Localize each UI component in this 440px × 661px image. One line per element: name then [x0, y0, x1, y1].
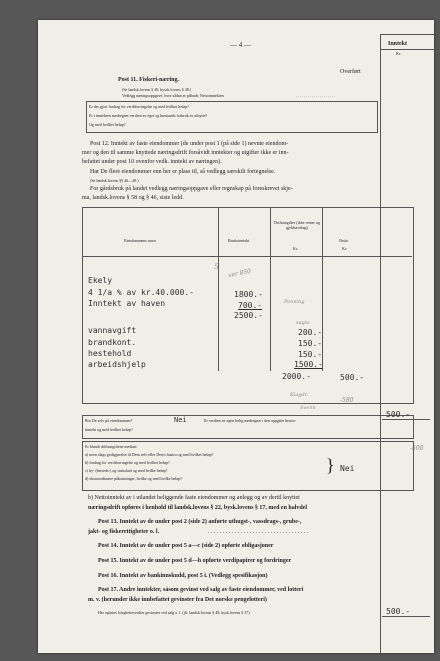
property-name-row: brandkont. [88, 338, 137, 347]
property-name-row: Ekely [88, 276, 113, 285]
post12-ref: (Se landsk.lovens §§ 46—48.) [90, 178, 139, 183]
post12-line3: befattet under post 10 ovenfor vedk. inntekt av næringen). [82, 159, 222, 165]
own-use-question-2b: inntekt og med hvilket beløp? [85, 427, 133, 432]
expense-value: 200.- [298, 328, 323, 337]
expense-value: 1500.- [294, 360, 323, 369]
property-name-row: arbeidshjelp [88, 360, 146, 369]
post11-q3: Og med hvilket beløp? [89, 122, 126, 127]
post11-ref: (Se landsk.lovens § 49, byssk.lovens § 48.) [122, 87, 192, 92]
pencil-annotation: Klagdr. [290, 392, 309, 398]
table-col-expenses [270, 207, 271, 371]
table-col-net [322, 207, 323, 371]
post12-line2: mer og den til samme knyttede næringsdrift forsåvidt inntekter og utgifter ikke er inn- [82, 150, 289, 156]
expense-value: 150.- [298, 350, 323, 359]
post11-q1: Er der gjort fradrag for verdiforringelse og med hvilket beløp? [89, 104, 189, 109]
deductions-brace: } [326, 455, 335, 475]
gross-value: 1800.- [234, 290, 263, 299]
post15: Post 15. Inntekt av de under post 5 d—h opførte verdipapirer og fordringer [98, 558, 292, 564]
pencil-annotation: ver 850 [227, 267, 252, 280]
table-col-gross [218, 207, 219, 371]
header-expenses: Driftsutgifter (ikke renter og gjeldsavdrag) [274, 220, 320, 230]
deductions-intro: Er blandt driftsutgiftene medtatt: [85, 444, 138, 449]
deduction-d: d) ekstraordinære påkostninger, hvilke og med hvilke beløp? [85, 476, 183, 481]
carried-over-label: Overført [340, 69, 361, 75]
header-gross: Bruttoinntekt [228, 238, 250, 243]
column-unit: Kr. [396, 51, 401, 56]
expense-total: 2000.- [282, 372, 311, 381]
column-top-rule [380, 34, 434, 35]
post12-line6: For gårdsbruk på landet vedlegg næringsoppgave eller regnskap på foreskrevet skje- [90, 186, 293, 192]
property-name-row: Inntekt av haven [88, 299, 166, 308]
post12-line4: Har De flere eiendommer enn her er plass til, så vedlegg særskilt fortegnelse. [90, 169, 276, 175]
property-name-row: vannavgift [88, 326, 137, 335]
header-expenses-unit: Kr. [293, 246, 298, 251]
note-b-line2: næringsdrift opføres i henhold til landsk.lovens § 22, bysk.lovens § 17, med en halvdel [88, 505, 308, 511]
gross-value: 700.- [238, 301, 263, 310]
pencil-annotation: 5 [214, 263, 219, 271]
column-title: Inntekt [388, 41, 408, 47]
header-net-unit: Kr. [342, 246, 347, 251]
note-b-line1: b) Nettoinntekt av i utlandet beliggende faste eiendommer og anlegg og av dertil knyttet [88, 495, 300, 501]
post11-dots: . . . . . . . . . . . . . . . . . . . . [296, 93, 335, 98]
post11-q2: Er i inntekten medregnet verdien av eget og husstands forbruk av utbytte? [89, 113, 208, 118]
post13-line2: jakt- og fiskerettigheter o. l. [88, 529, 160, 535]
net-value: 500.- [340, 373, 365, 382]
post14: Post 14. Inntekt av de under post 5 a—c (side 2) opførte obligasjoner [98, 543, 274, 549]
final-total-rule [382, 616, 430, 617]
post11-attach: Vedlegg næringsoppgave, hvor sådan er påbudt; Nettoinntekten [122, 93, 224, 98]
gross-value: 2500.- [234, 311, 263, 320]
page-number: — 4 — [230, 41, 251, 49]
own-use-question-2a: Er verdien av egen bolig medregnet i den oppgitte brutto- [204, 418, 297, 423]
post13-dots: . . . . . . . . . . . . . . . . . . . . . . . . . . . . . . . . . . [208, 529, 309, 535]
deduction-b: b) fradrag for verdiforringelse og med hvilket beløp? [85, 460, 170, 465]
form-page [38, 20, 434, 653]
header-net: Netto [339, 238, 348, 243]
own-use-answer: Nei [174, 416, 187, 424]
post13-line1: Post 13. Inntekt av de under post 2 (side 2) anførte uthugst-, vassdrags-, grube-, [98, 519, 302, 525]
final-total: 500.- [386, 607, 411, 616]
post12-line7: ma, landsk.lovens § 58 og § 46, siste ledd. [82, 195, 184, 201]
post16: Post 16. Inntekt av bankinnskudd, post 5 i. (Vedlegg spesifikasjon) [98, 573, 268, 579]
header-name: Eiendommens navn [124, 238, 156, 243]
post11-title: Post 11. Fiskeri-næring. [118, 77, 179, 83]
pencil-annotation: -580 [340, 397, 354, 404]
post12-total-rule [382, 419, 430, 420]
deduction-a: a) noen slags godtgjørelse til Dem selv eller Deres hustru og med hvilket beløp? [85, 452, 214, 457]
post17-line1: Post 17. Andre inntekter, såsom gevinst ved salg av faste eiendommer, ved lotteri [98, 587, 304, 593]
pencil-annotation: -500 [410, 445, 424, 452]
post12-total: 500.- [386, 410, 411, 419]
own-use-question: Bor De selv på eiendommen? [85, 418, 133, 423]
table-header-rule [82, 256, 412, 257]
pencil-annotation: Svenn [300, 405, 316, 411]
post17-line2: m. v. (herunder ikke innbefattet gevinster fra Det norske pengelotteri) [88, 597, 267, 603]
property-name-row: 4 1/a % av kr.40.000.- [88, 288, 194, 297]
post12-line1: Post 12. Inntekt av faste eiendommer (de under post 1 (på side 1) nevnte eiendom- [90, 141, 289, 147]
pencil-annotation: sagte [296, 320, 310, 326]
expense-value: 150.- [298, 339, 323, 348]
property-name-row: hestehold [88, 349, 132, 358]
deduction-c: c) by- (herreds-) og statsskatt og med hvilke beløp? [85, 468, 168, 473]
deductions-answer: Nei [340, 464, 355, 473]
pencil-annotation: Penning [284, 299, 305, 305]
column-head-rule [380, 49, 434, 50]
post17-note: Her opføres lotigheiteverdier gevinster ved salg o. l. (jfr. landsk.lovens § 48, bysk.lovens § 37). [98, 610, 251, 615]
